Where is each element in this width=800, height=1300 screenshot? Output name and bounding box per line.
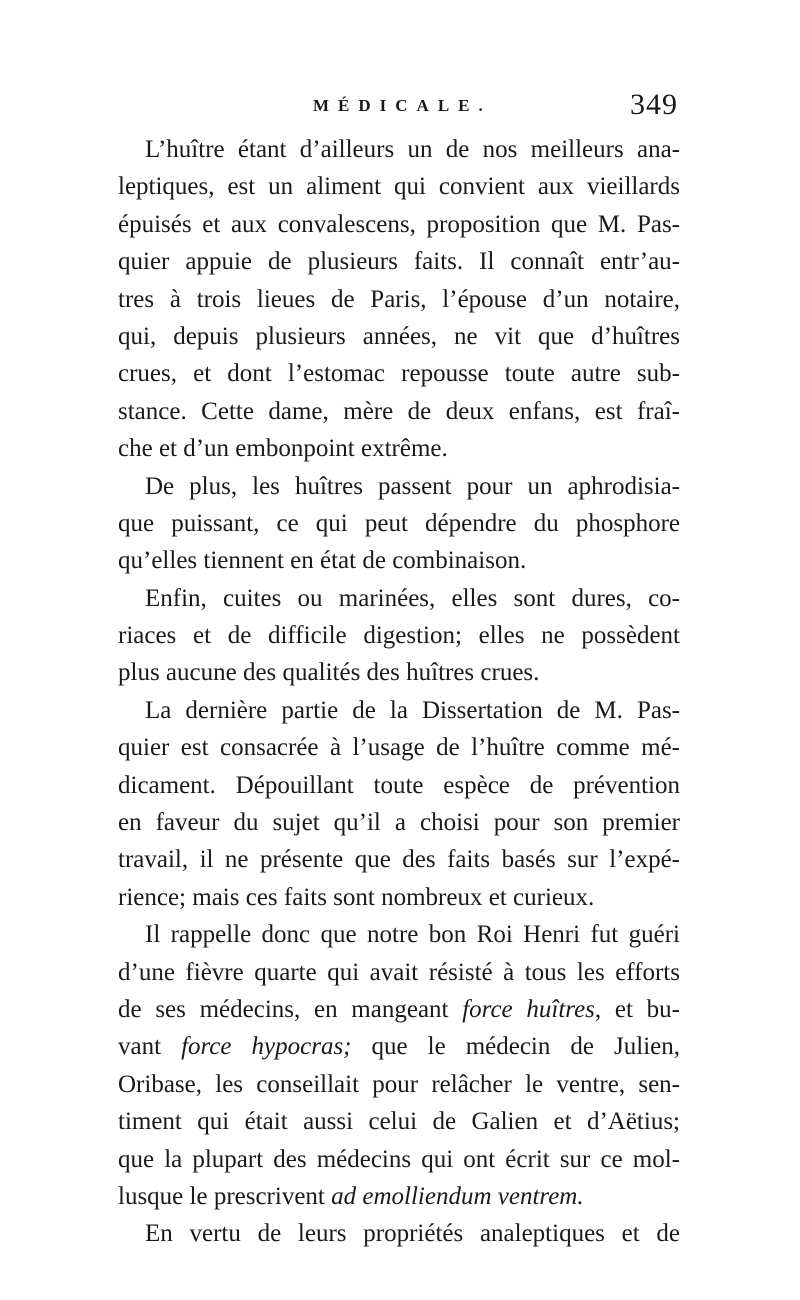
page-number: 349	[630, 88, 678, 121]
text-line: En vertu de leurs propriétés analeptiques et de	[145, 1220, 680, 1248]
text-line: De plus, les huîtres passent pour un aphrodisia-	[145, 472, 680, 500]
text-line: L’huître étant d’ailleurs un de nos meilleurs ana-	[145, 136, 680, 163]
text-line: La dernière partie de la Dissertation de M. Pas-	[145, 696, 680, 724]
text-line: quier est consacrée à l’usage de l’huître comme mé-	[118, 734, 680, 762]
text-line: Enfin, cuites ou marinées, elles sont dures, co-	[145, 584, 680, 612]
text-line: d’une fièvre quarte qui avait résisté à tous les efforts	[118, 958, 680, 986]
text-line: en faveur du sujet qu’il a choisi pour son premier	[118, 809, 680, 837]
text-run: vant	[118, 1033, 182, 1061]
text-line: Il rappelle donc que notre bon Roi Henri fut guéri	[145, 921, 680, 949]
text-run: lusque le prescrivent	[118, 1182, 332, 1210]
italic-phrase: force hypocras;	[181, 1033, 352, 1061]
text-line: que puissant, ce qui peut dépendre du phosphore	[118, 509, 680, 537]
text-line: che et d’un embonpoint extrême.	[118, 435, 448, 463]
text-line: qui, depuis plusieurs années, ne vit que d’huîtres	[118, 322, 680, 350]
text-line: crues, et dont l’estomac repousse toute autre sub-	[118, 360, 680, 388]
text-line: rience; mais ces faits sont nombreux et curieux.	[118, 883, 595, 911]
text-line: Oribase, les conseillait pour relâcher le ventre, sen-	[118, 1070, 680, 1098]
text-run: de ses médecins, en mangeant	[118, 995, 463, 1023]
text-line	[118, 1178, 680, 1215]
text-line: plus aucune des qualités des huîtres crues.	[118, 659, 540, 687]
body-text	[118, 131, 680, 1253]
text-line: qu’elles tiennent en état de combinaison.	[118, 547, 527, 575]
text-line: dicament. Dépouillant toute espèce de prévention	[118, 771, 680, 799]
text-line: timent qui était aussi celui de Galien et d’Aëtius;	[118, 1108, 680, 1136]
text-line	[118, 991, 680, 1028]
text-line: épuisés et aux convalescens, proposition que M. Pas-	[118, 210, 680, 238]
text-run: que le médecin de Julien,	[351, 1033, 680, 1061]
text-line	[118, 1028, 680, 1065]
text-run: , et bu-	[594, 995, 680, 1023]
running-title: MÉDICALE.	[313, 96, 492, 115]
text-line: stance. Cette dame, mère de deux enfans, est fraî-	[118, 397, 680, 425]
text-line: que la plupart des médecins qui ont écrit sur ce mol-	[118, 1145, 680, 1173]
text-line: quier appuie de plusieurs faits. Il connaît entr’au-	[118, 248, 680, 276]
text-line: leptiques, est un aliment qui convient aux vieillards	[118, 173, 680, 201]
text-line: travail, il ne présente que des faits basés sur l’expé-	[118, 846, 680, 874]
italic-phrase: ad emolliendum ventrem.	[331, 1182, 584, 1210]
italic-phrase: force huîtres	[462, 995, 595, 1023]
text-line: riaces et de difficile digestion; elles ne possèdent	[118, 622, 680, 650]
text-line: tres à trois lieues de Paris, l’épouse d’un notaire,	[118, 285, 680, 313]
